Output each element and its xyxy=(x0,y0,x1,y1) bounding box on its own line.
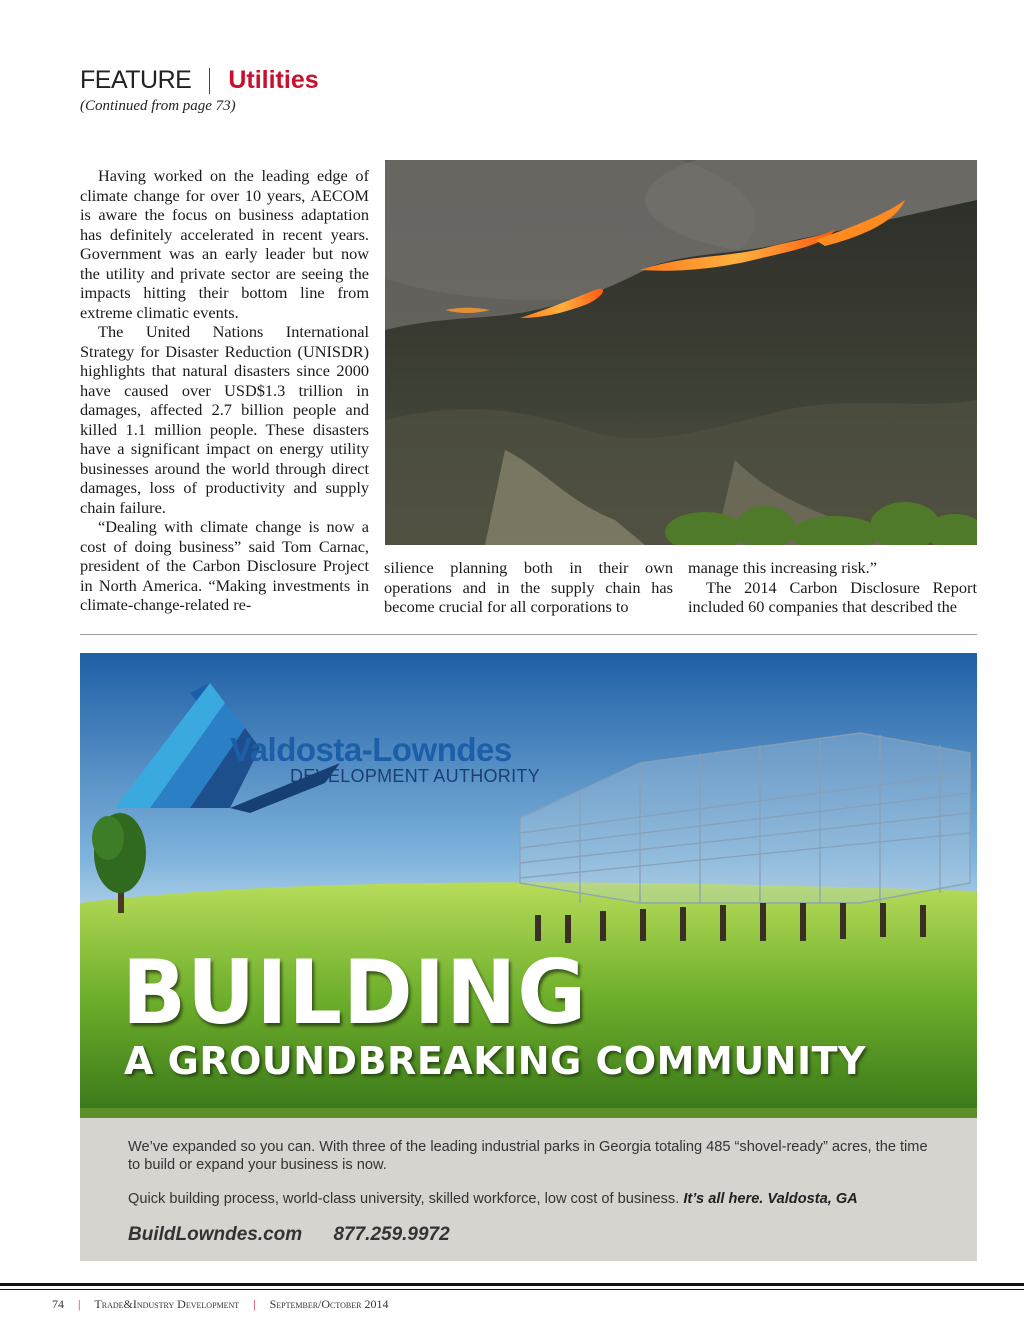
footer-rule xyxy=(0,1283,1024,1286)
article-paragraph: The United Nations International Strategy for Disaster Reduction (UNISDR) highlights that natural disasters since 2000 have caused over USD$1.3 trillion in damages, affected 2.7 billion people and killed 1.1 million people. These disasters have a significant impact on energy utility businesses around the world through direct damages, loss of productivity and supply chain failure. xyxy=(80,322,369,517)
ad-contact xyxy=(128,1224,476,1246)
publication-name: Trade&Industry Development xyxy=(94,1297,240,1311)
article-paragraph: The 2014 Carbon Disclosure Report included 60 companies that described the xyxy=(688,577,977,616)
footer-divider: | xyxy=(253,1297,256,1311)
ad-subheadline: A GROUNDBREAKING COMMUNITY xyxy=(124,1039,867,1083)
ad-stripe xyxy=(80,1108,977,1118)
article-paragraph: Having worked on the leading edge of climate change for over 10 years, AECOM is aware the focus on business adaptation has definitely accelerated in recent years. Government was an early leader but now the utility and private sector are seeing the impacts hitting their bottom line from extreme climatic events. xyxy=(80,166,369,322)
article-paragraph: manage this increasing risk.” xyxy=(688,558,877,577)
wildfire-photo xyxy=(385,160,977,545)
page-footer xyxy=(52,1297,388,1312)
continued-note: (Continued from page 73) xyxy=(80,98,236,114)
ad-logo-subtitle: DEVELOPMENT AUTHORITY xyxy=(290,766,541,786)
article-column-3 xyxy=(688,558,977,617)
ad-website-link[interactable]: BuildLowndes.com xyxy=(128,1224,303,1245)
ad-logo-name: Valdosta-Lowndes xyxy=(230,731,512,768)
header-divider xyxy=(209,68,210,94)
ad-headline: BUILDING xyxy=(122,941,588,1044)
advertisement xyxy=(80,653,977,1261)
article-column-2 xyxy=(384,558,673,617)
feature-label: FEATURE xyxy=(80,66,192,94)
section-divider xyxy=(80,634,977,635)
page-number: 74 xyxy=(52,1297,64,1311)
issue-date: September/October 2014 xyxy=(269,1297,389,1311)
footer-rule-thin xyxy=(0,1289,1024,1290)
page-header xyxy=(80,66,319,95)
wildfire-image xyxy=(385,160,977,545)
ad-body-copy-2 xyxy=(128,1190,948,1208)
ad-phone: 877.259.9972 xyxy=(333,1224,450,1245)
article-paragraph: “Dealing with climate change is now a cost of doing business” said Tom Carnac, president of the Carbon Disclosure Project in North America. “Making investments in climate-change-related re- xyxy=(80,517,369,614)
ad-body-copy: We’ve expanded so you can. With three of the leading industrial parks in Georgia totaling 485 “shovel-ready” acres, the time to build or expand your business is now. xyxy=(128,1139,928,1173)
article-column-1 xyxy=(80,166,369,615)
ad-info-panel xyxy=(80,1118,977,1261)
ad-tagline: It’s all here. Valdosta, GA xyxy=(683,1191,858,1207)
footer-divider: | xyxy=(78,1297,81,1311)
ad-benefits: Quick building process, world-class university, skilled workforce, low cost of business. xyxy=(128,1191,680,1207)
section-title: Utilities xyxy=(228,66,319,94)
article-paragraph: silience planning both in their own operations and in the supply chain has become crucial for all corporations to xyxy=(384,558,673,616)
